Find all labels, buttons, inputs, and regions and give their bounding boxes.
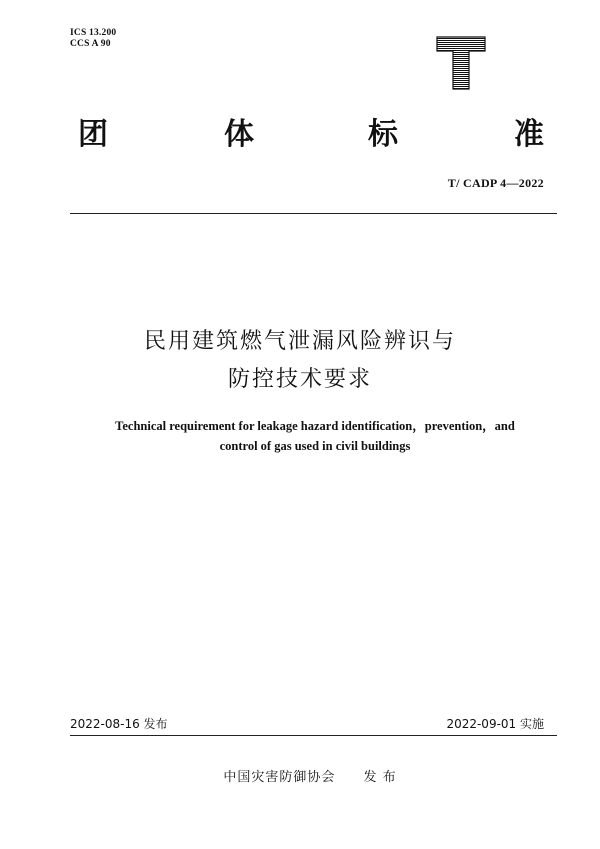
standard-type-heading (78, 115, 552, 155)
title-en-line2: control of gas used in civil buildings (219, 439, 411, 453)
publisher-name: 中国灾害防御协会 (223, 770, 336, 785)
publisher-action: 发 布 (363, 770, 397, 785)
implement-date: 2022-09-01 实施 (446, 717, 544, 731)
ccs-code: CCS A 90 (70, 39, 111, 49)
group-standard-logo (436, 36, 486, 90)
standard-type-char: 标 (368, 117, 398, 152)
standard-type-char: 团 (78, 117, 108, 152)
standard-type-char: 体 (224, 117, 254, 152)
standard-type-char: 准 (514, 117, 544, 152)
title-cn-line2: 防控技术要求 (227, 367, 372, 392)
title-cn-line1: 民用建筑燃气泄漏风险辨识与 (143, 329, 456, 354)
issue-date: 2022-08-16 发布 (70, 717, 168, 731)
title-en-line1: Technical requirement for leakage hazard identification，prevention，and (115, 419, 515, 433)
bottom-divider (70, 735, 557, 736)
standard-number: T/ CADP 4—2022 (447, 176, 544, 190)
classification-codes (70, 28, 116, 50)
ics-code: ICS 13.200 (70, 28, 117, 38)
logo-letter: T (436, 36, 437, 37)
top-divider (70, 213, 557, 214)
publisher-line (0, 766, 600, 785)
